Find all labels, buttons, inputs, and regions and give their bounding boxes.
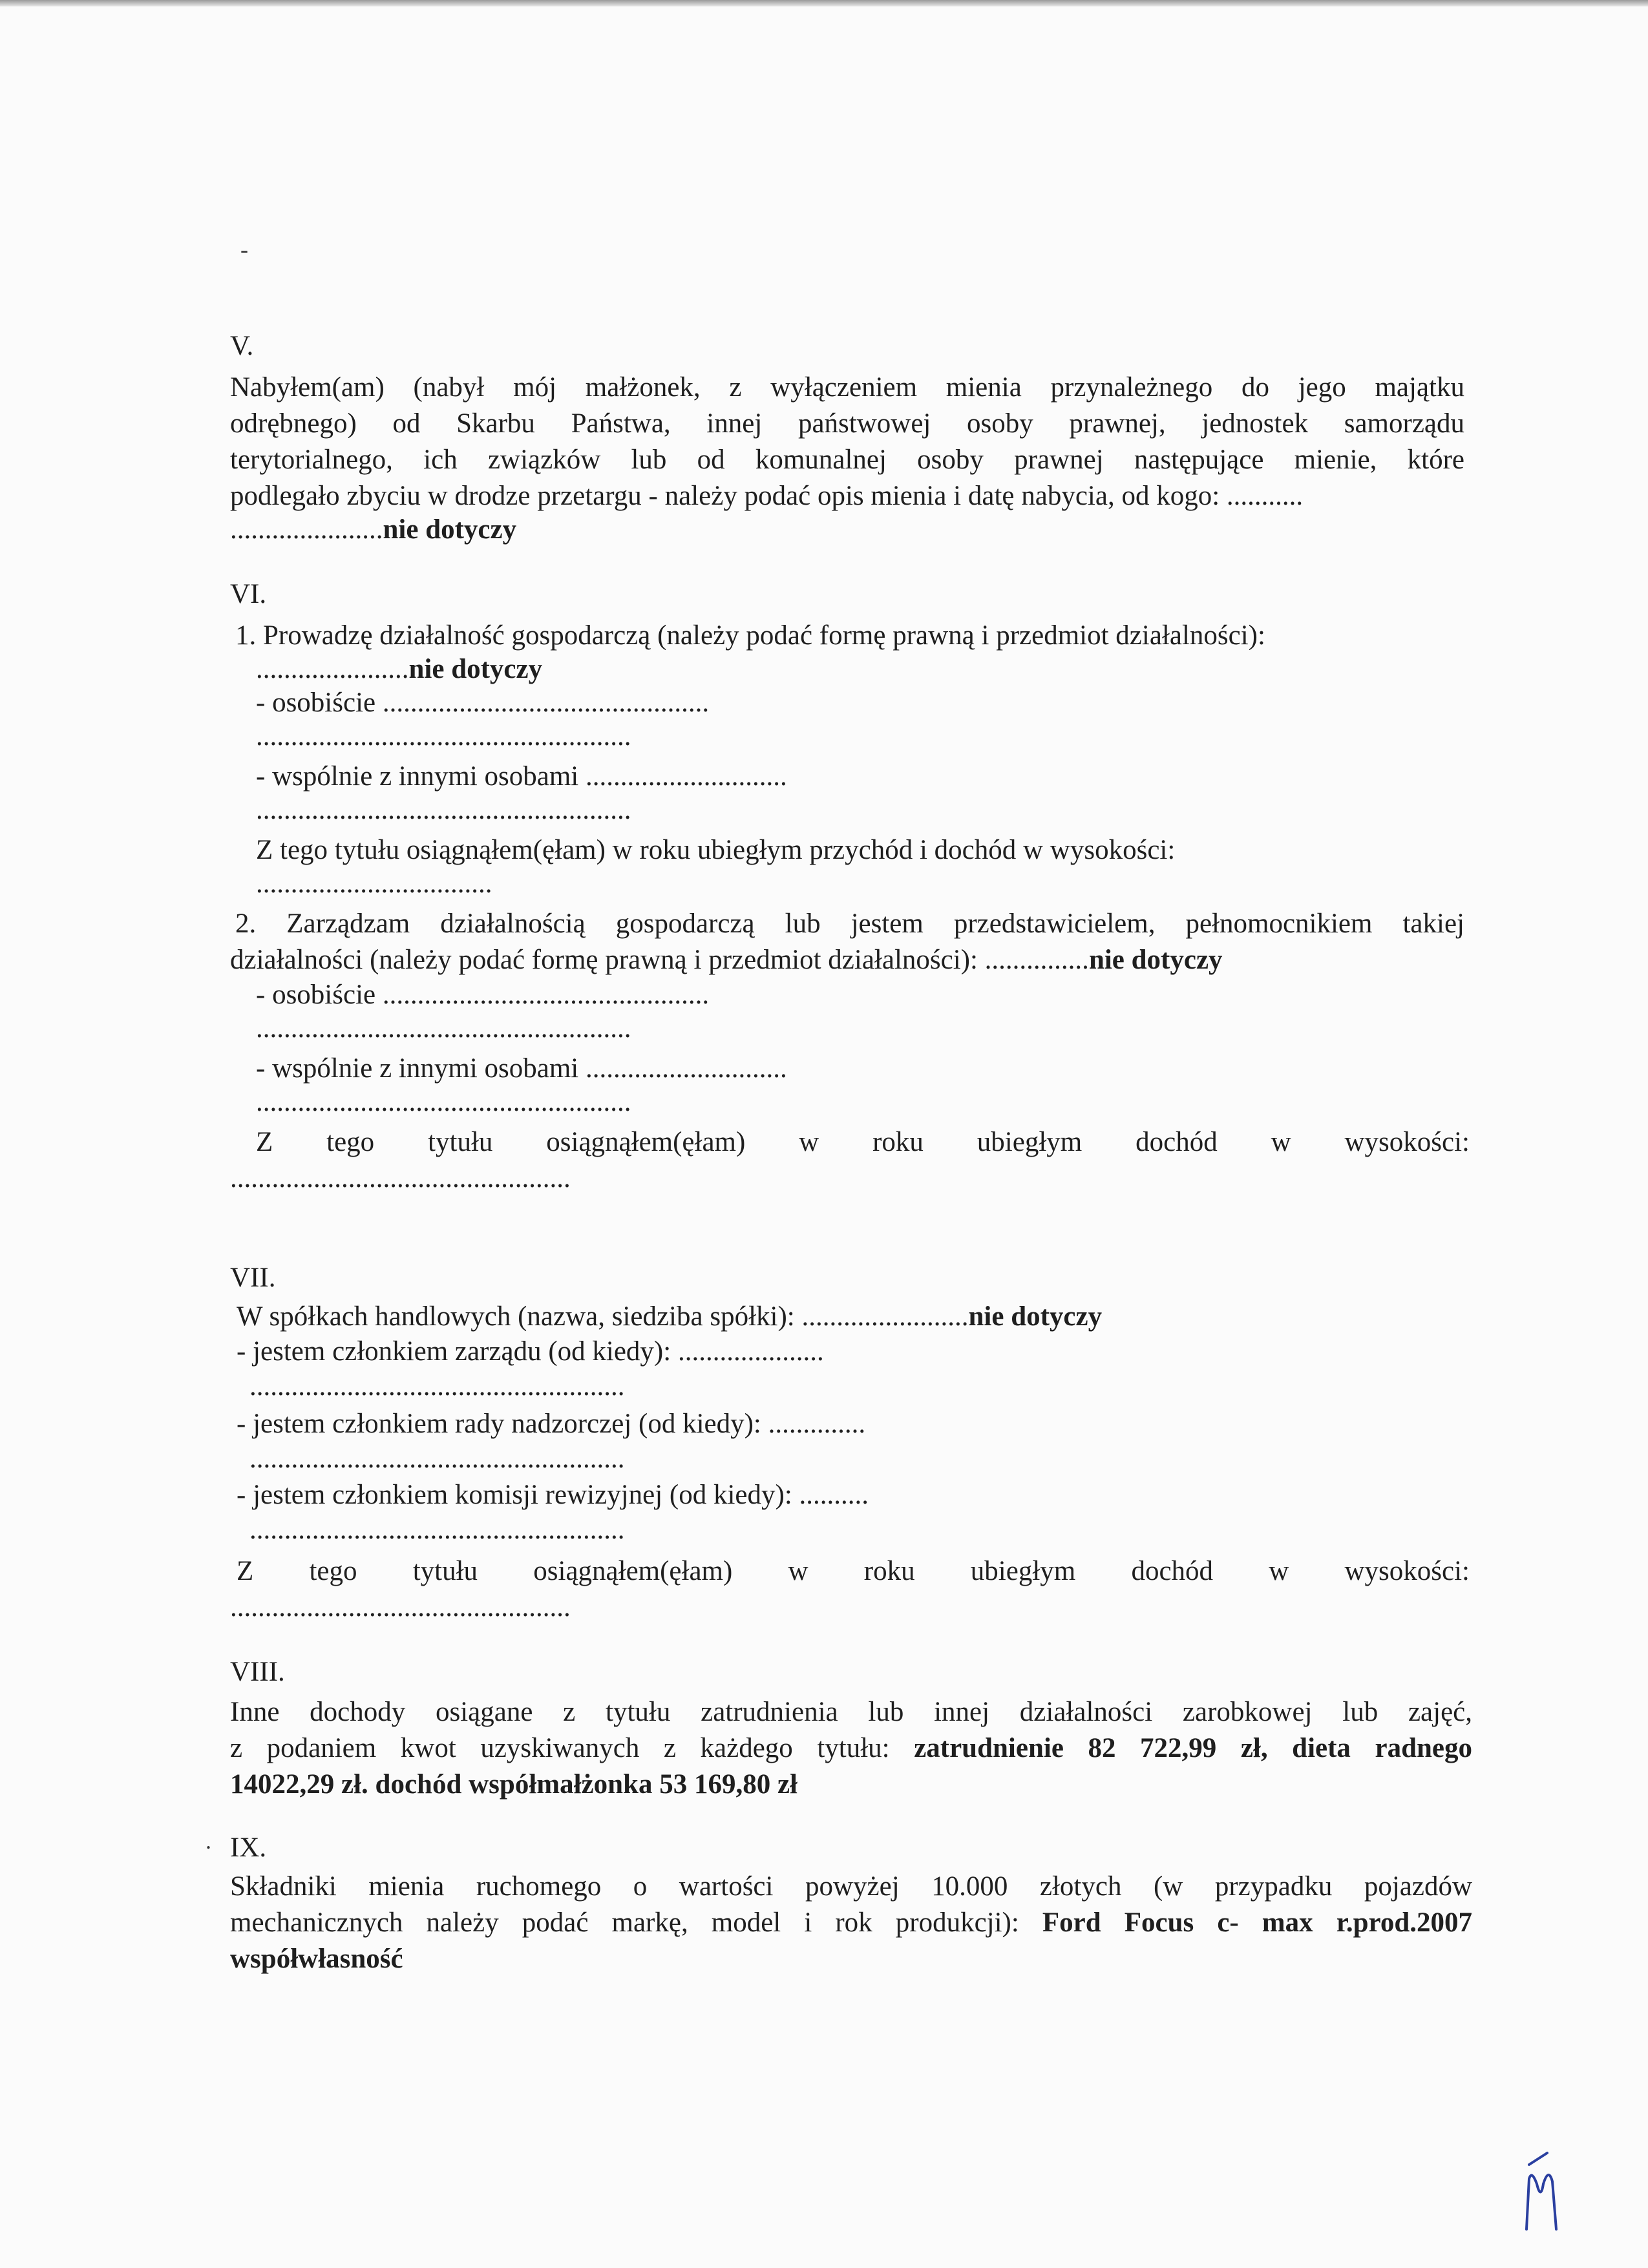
section-vi-item-2-jointly-dots: ...................................................... [256, 1087, 631, 1117]
section-vi-item-2-personally: - osobiście ............................................... [256, 980, 710, 1010]
section-v-line-2: odrębnego) od Skarbu Państwa, innej państwowej osoby prawnej, jednostek samorządu [230, 408, 1464, 439]
section-viii-line-3 [230, 1767, 798, 1803]
section-ix-heading: IX. [230, 1832, 267, 1863]
section-vi-item-2-line-2 [230, 942, 1223, 978]
section-vi-item-2-line-2-text: działalności (należy podać formę prawną i przedmiot działalności): ............... [230, 945, 1089, 975]
stray-dash: - [240, 236, 248, 262]
section-vi-item-2-personally-dots: ...................................................... [256, 1013, 631, 1044]
section-vii-intro [237, 1299, 1102, 1335]
section-vi-item-1-answer [256, 651, 542, 688]
section-v-answer-dots: ...................... [230, 514, 383, 545]
section-vii-audit: - jestem członkiem komisji rewizyjnej (od kiedy): .......... [237, 1480, 869, 1510]
section-vii-income-dots: ................................................. [230, 1592, 571, 1622]
section-vi-item-1-personally: - osobiście ............................................... [256, 688, 710, 718]
section-v-line-4: podlegało zbyciu w drodze przetargu - należy podać opis mienia i datę nabycia, od kogo: ........... [230, 481, 1304, 511]
section-ix-line-2-vehicle: Ford Focus c- max r.prod.2007 [1042, 1907, 1472, 1938]
section-vi-item-2-answer: nie dotyczy [1088, 945, 1223, 975]
section-vii-supervisory-dots: ...................................................... [249, 1444, 625, 1474]
section-vi-item-2-jointly: - wspólnie z innymi osobami ............................. [256, 1053, 787, 1084]
section-viii-line-2 [230, 1730, 1472, 1767]
section-viii-line-2-amounts: zatrudnienie 82 722,99 zł, dieta radnego [914, 1733, 1472, 1763]
section-vii-board-dots: ...................................................... [249, 1371, 625, 1402]
section-vi-item-1-jointly: - wspólnie z innymi osobami ............................. [256, 761, 787, 792]
section-v-line-3: terytorialnego, ich związków lub od komunalnej osoby prawnej następujące mienie, które [230, 445, 1464, 475]
section-vi-item-1-answer-dots: ...................... [256, 654, 409, 684]
section-ix-line-3 [230, 1941, 403, 1977]
section-vi-item-2-income: Z tego tytułu osiągnąłem(ęłam) w roku ubiegłym dochód w wysokości: [256, 1127, 1470, 1157]
section-ix-line-3-ownership: współwłasność [230, 1944, 403, 1974]
section-viii-line-3-amounts: 14022,29 zł. dochód współmałżonka 53 169,80 zł [230, 1769, 798, 1800]
section-vi-item-2-line-1: 2. Zarządzam działalnością gospodarczą lub jestem przedstawicielem, pełnomocnikiem takiej [235, 908, 1464, 939]
section-ix-line-1: Składniki mienia ruchomego o wartości powyżej 10.000 złotych (w przypadku pojazdów [230, 1871, 1472, 1902]
section-vi-item-1: 1. Prowadzę działalność gospodarczą (należy podać formę prawną i przedmiot działalności): [235, 620, 1265, 651]
section-vi-item-1-income: Z tego tytułu osiągnąłem(ęłam) w roku ubiegłym przychód i dochód w wysokości: [256, 835, 1176, 865]
section-v-answer-value: nie dotyczy [383, 514, 517, 545]
section-vi-item-1-jointly-dots: ...................................................... [256, 795, 631, 825]
section-viii-heading: VIII. [230, 1657, 285, 1687]
section-viii-line-1: Inne dochody osiągane z tytułu zatrudnienia lub innej działalności zarobkowej lub zajęć, [230, 1697, 1472, 1727]
section-vii-supervisory: - jestem członkiem rady nadzorczej (od kiedy): .............. [237, 1409, 866, 1439]
section-vii-audit-dots: ...................................................... [249, 1515, 625, 1545]
handwritten-initials-signature [1520, 2139, 1565, 2236]
section-v-heading: V. [230, 331, 254, 361]
section-vii-income: Z tego tytułu osiągnąłem(ęłam) w roku ubiegłym dochód w wysokości: [237, 1556, 1470, 1586]
section-vii-intro-text: W spółkach handlowych (nazwa, siedziba spółki): ........................ [237, 1301, 969, 1332]
section-vi-item-1-personally-dots: ...................................................... [256, 721, 631, 751]
section-v-answer [230, 512, 516, 548]
section-vi-item-1-income-dots: .................................. [256, 868, 492, 899]
stray-dot: . [206, 1828, 211, 1854]
section-vi-item-2-income-dots: ................................................. [230, 1163, 571, 1193]
section-vii-heading: VII. [230, 1263, 276, 1293]
section-vii-board: - jestem członkiem zarządu (od kiedy): ..................... [237, 1336, 824, 1367]
section-ix-line-2-text: mechanicznych należy podać markę, model i rok produkcji): [230, 1907, 1019, 1938]
section-viii-line-2-text: z podaniem kwot uzyskiwanych z każdego tytułu: [230, 1733, 890, 1763]
section-vi-item-1-answer-value: nie dotyczy [408, 654, 543, 684]
section-vii-answer: nie dotyczy [968, 1301, 1103, 1332]
section-v-line-1: Nabyłem(am) (nabył mój małżonek, z wyłączeniem mienia przynależnego do jego majątku [230, 372, 1464, 403]
section-vi-heading: VI. [230, 579, 267, 609]
section-ix-line-2 [230, 1905, 1472, 1941]
